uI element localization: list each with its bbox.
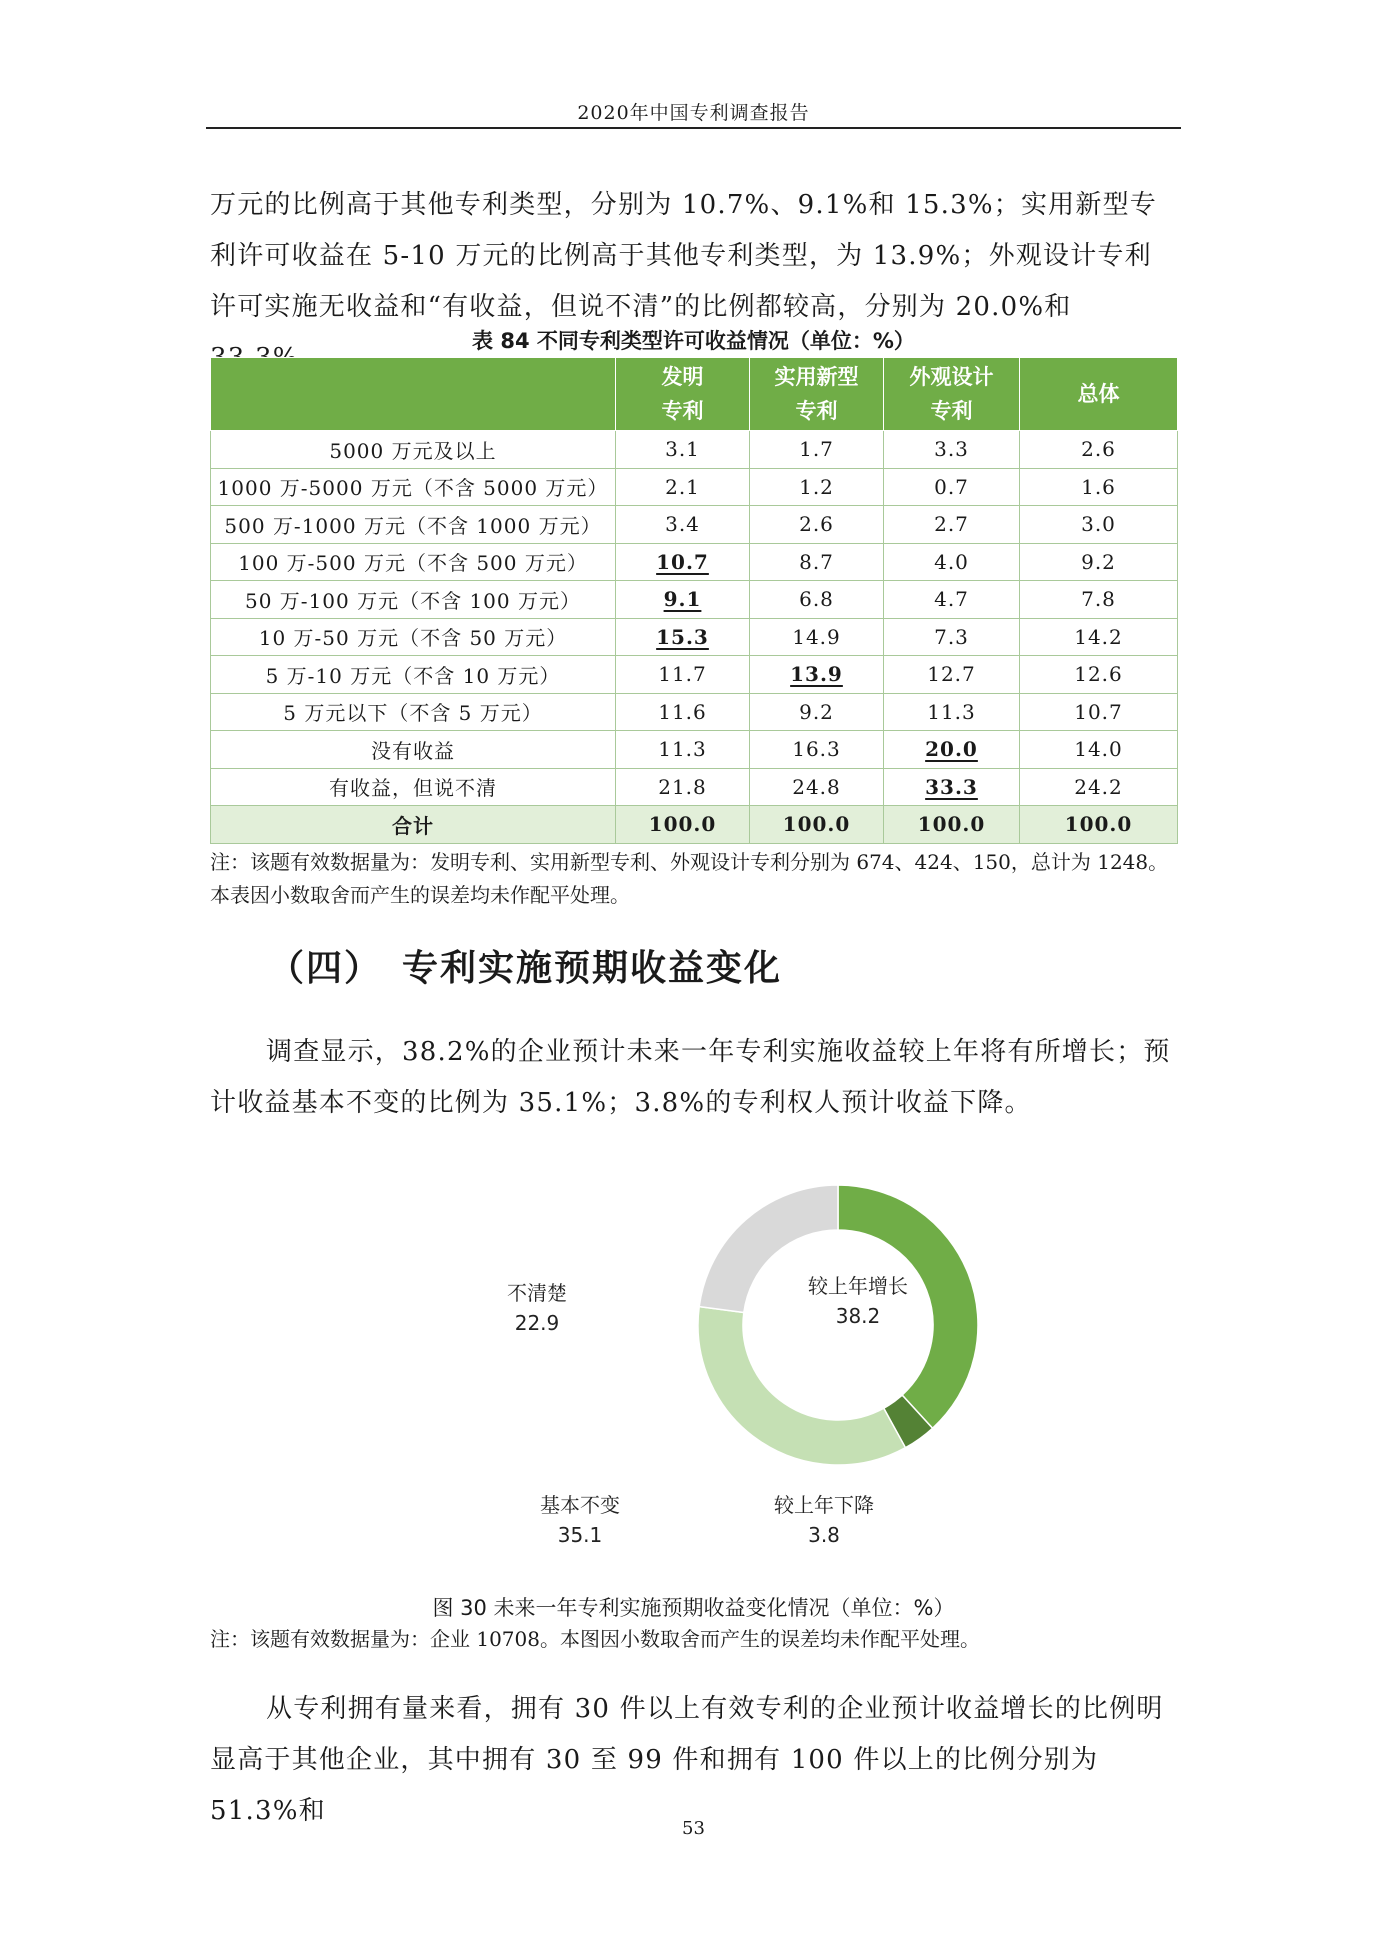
table-cell: 12.6 [1020,656,1178,694]
table-caption: 表 84 不同专利类型许可收益情况（单位：%） [472,329,915,353]
slice-unchanged [698,1307,905,1465]
row-label: 100 万-500 万元（不含 500 万元） [211,543,616,581]
header-design-line1: 外观设计 [909,364,994,389]
page-number: 53 [682,1818,705,1839]
row-label: 有收益，但说不清 [211,768,616,806]
license-income-table [210,357,1178,844]
table-cell: 100.0 [884,806,1020,844]
table-cell: 2.7 [884,506,1020,544]
table-cell: 9.2 [1020,543,1178,581]
table-cell: 14.0 [1020,731,1178,769]
table-cell [616,581,750,619]
row-label: 5 万元以下（不含 5 万元） [211,693,616,731]
highlighted-value: 9.1 [663,587,702,612]
table-cell: 6.8 [750,581,884,619]
table-cell [616,618,750,656]
slice-label-value: 35.1 [557,1523,603,1547]
header-cell-utility [750,358,884,431]
table-row [211,581,1178,619]
table-cell: 12.7 [884,656,1020,694]
table-cell: 4.0 [884,543,1020,581]
table-row [211,468,1178,506]
highlighted-value: 15.3 [656,624,709,649]
expected-income-donut-chart [485,1150,1025,1570]
highlighted-value: 10.7 [656,549,709,574]
table-row [211,506,1178,544]
table-row [211,618,1178,656]
table-row [211,543,1178,581]
table-cell: 1.7 [750,431,884,469]
table-cell [884,731,1020,769]
running-header: 2020年中国专利调查报告 [577,102,810,124]
header-design-line2: 专利 [930,398,973,423]
paragraph-3: 从专利拥有量来看，拥有 30 件以上有效专利的企业预计收益增长的比例明显高于其他企业，其中拥有 30 至 99 件和拥有 100 件以上的比例分别为 51.3%和 [210,1694,1164,1826]
table-cell: 21.8 [616,768,750,806]
highlighted-value: 33.3 [925,774,978,799]
row-label: 50 万-100 万元（不含 100 万元） [211,581,616,619]
table-cell [750,656,884,694]
table-row [211,431,1178,469]
table-cell: 100.0 [616,806,750,844]
table-cell: 24.2 [1020,768,1178,806]
row-label: 5000 万元及以上 [211,431,616,469]
row-label: 500 万-1000 万元（不含 1000 万元） [211,506,616,544]
header-cell-invention [616,358,750,431]
header-cell-overall: 总体 [1020,358,1178,431]
table-row [211,693,1178,731]
table-cell: 3.0 [1020,506,1178,544]
table-cell: 3.4 [616,506,750,544]
row-label: 10 万-50 万元（不含 50 万元） [211,618,616,656]
table-cell: 4.7 [884,581,1020,619]
header-cell-blank [211,358,616,431]
header-rule [206,127,1181,129]
table-cell: 16.3 [750,731,884,769]
table-row [211,768,1178,806]
table-cell: 1.6 [1020,468,1178,506]
header-invention-line1: 发明 [661,364,704,389]
table-cell: 14.9 [750,618,884,656]
header-invention-line2: 专利 [661,398,704,423]
highlighted-value: 13.9 [790,662,843,687]
table-cell: 2.1 [616,468,750,506]
table-cell: 9.2 [750,693,884,731]
table-cell: 3.1 [616,431,750,469]
table-cell: 7.3 [884,618,1020,656]
slice-label-value: 22.9 [514,1311,560,1335]
table-cell: 100.0 [1020,806,1178,844]
highlighted-value: 20.0 [925,737,978,762]
table-cell: 14.2 [1020,618,1178,656]
row-label: 5 万-10 万元（不含 10 万元） [211,656,616,694]
paragraph-2: 调查显示，38.2%的企业预计未来一年专利实施收益较上年将有所增长；预计收益基本不变的比例为 35.1%；3.8%的专利权人预计收益下降。 [210,1037,1171,1118]
slice-label-value: 3.8 [808,1523,840,1547]
row-label: 1000 万-5000 万元（不含 5000 万元） [211,468,616,506]
table-cell: 3.3 [884,431,1020,469]
table-row [211,731,1178,769]
table-cell: 100.0 [750,806,884,844]
table-cell: 10.7 [1020,693,1178,731]
table-row [211,656,1178,694]
paragraph-1: 万元的比例高于其他专利类型，分别为 10.7%、9.1%和 15.3%；实用新型专利许可收益在 5-10 万元的比例高于其他专利类型，为 13.9%；外观设计专利许可实施无收益和“有收益，但说不清”的比例都较高，分别为 20.0%和 [210,190,1157,322]
slice-label-value: 38.2 [835,1304,881,1328]
table-cell: 2.6 [1020,431,1178,469]
table-cell: 7.8 [1020,581,1178,619]
figure-caption: 图 30 未来一年专利实施预期收益变化情况（单位：%） [432,1596,955,1620]
table-cell: 24.8 [750,768,884,806]
table-note: 注：该题有效数据量为：发明专利、实用新型专利、外观设计专利分别为 674、424、150，总计为 1248。本表因小数取舍而产生的误差均未作配平处理。 [210,850,1169,907]
table-cell: 11.7 [616,656,750,694]
table-cell: 11.3 [884,693,1020,731]
table-cell: 11.6 [616,693,750,731]
slice-label-name: 基本不变 [540,1493,620,1517]
table-cell [884,768,1020,806]
table-cell [616,543,750,581]
slice-label-name: 较上年下降 [774,1493,874,1517]
section-heading: （四） 专利实施预期收益变化 [268,948,783,989]
table-cell: 1.2 [750,468,884,506]
header-utility-line1: 实用新型 [774,364,859,389]
header-utility-line2: 专利 [795,398,838,423]
slice-label-name: 不清楚 [507,1281,567,1305]
table-cell: 11.3 [616,731,750,769]
table-total-row [211,806,1178,844]
table-cell: 0.7 [884,468,1020,506]
slice-label-name: 较上年增长 [808,1274,908,1298]
table-header-row [211,358,1178,431]
figure-note: 注：该题有效数据量为：企业 10708。本图因小数取舍而产生的误差均未作配平处理。 [210,1627,980,1651]
row-label: 没有收益 [211,731,616,769]
row-label: 合计 [211,806,616,844]
table-cell: 2.6 [750,506,884,544]
header-cell-design [884,358,1020,431]
table-cell: 8.7 [750,543,884,581]
